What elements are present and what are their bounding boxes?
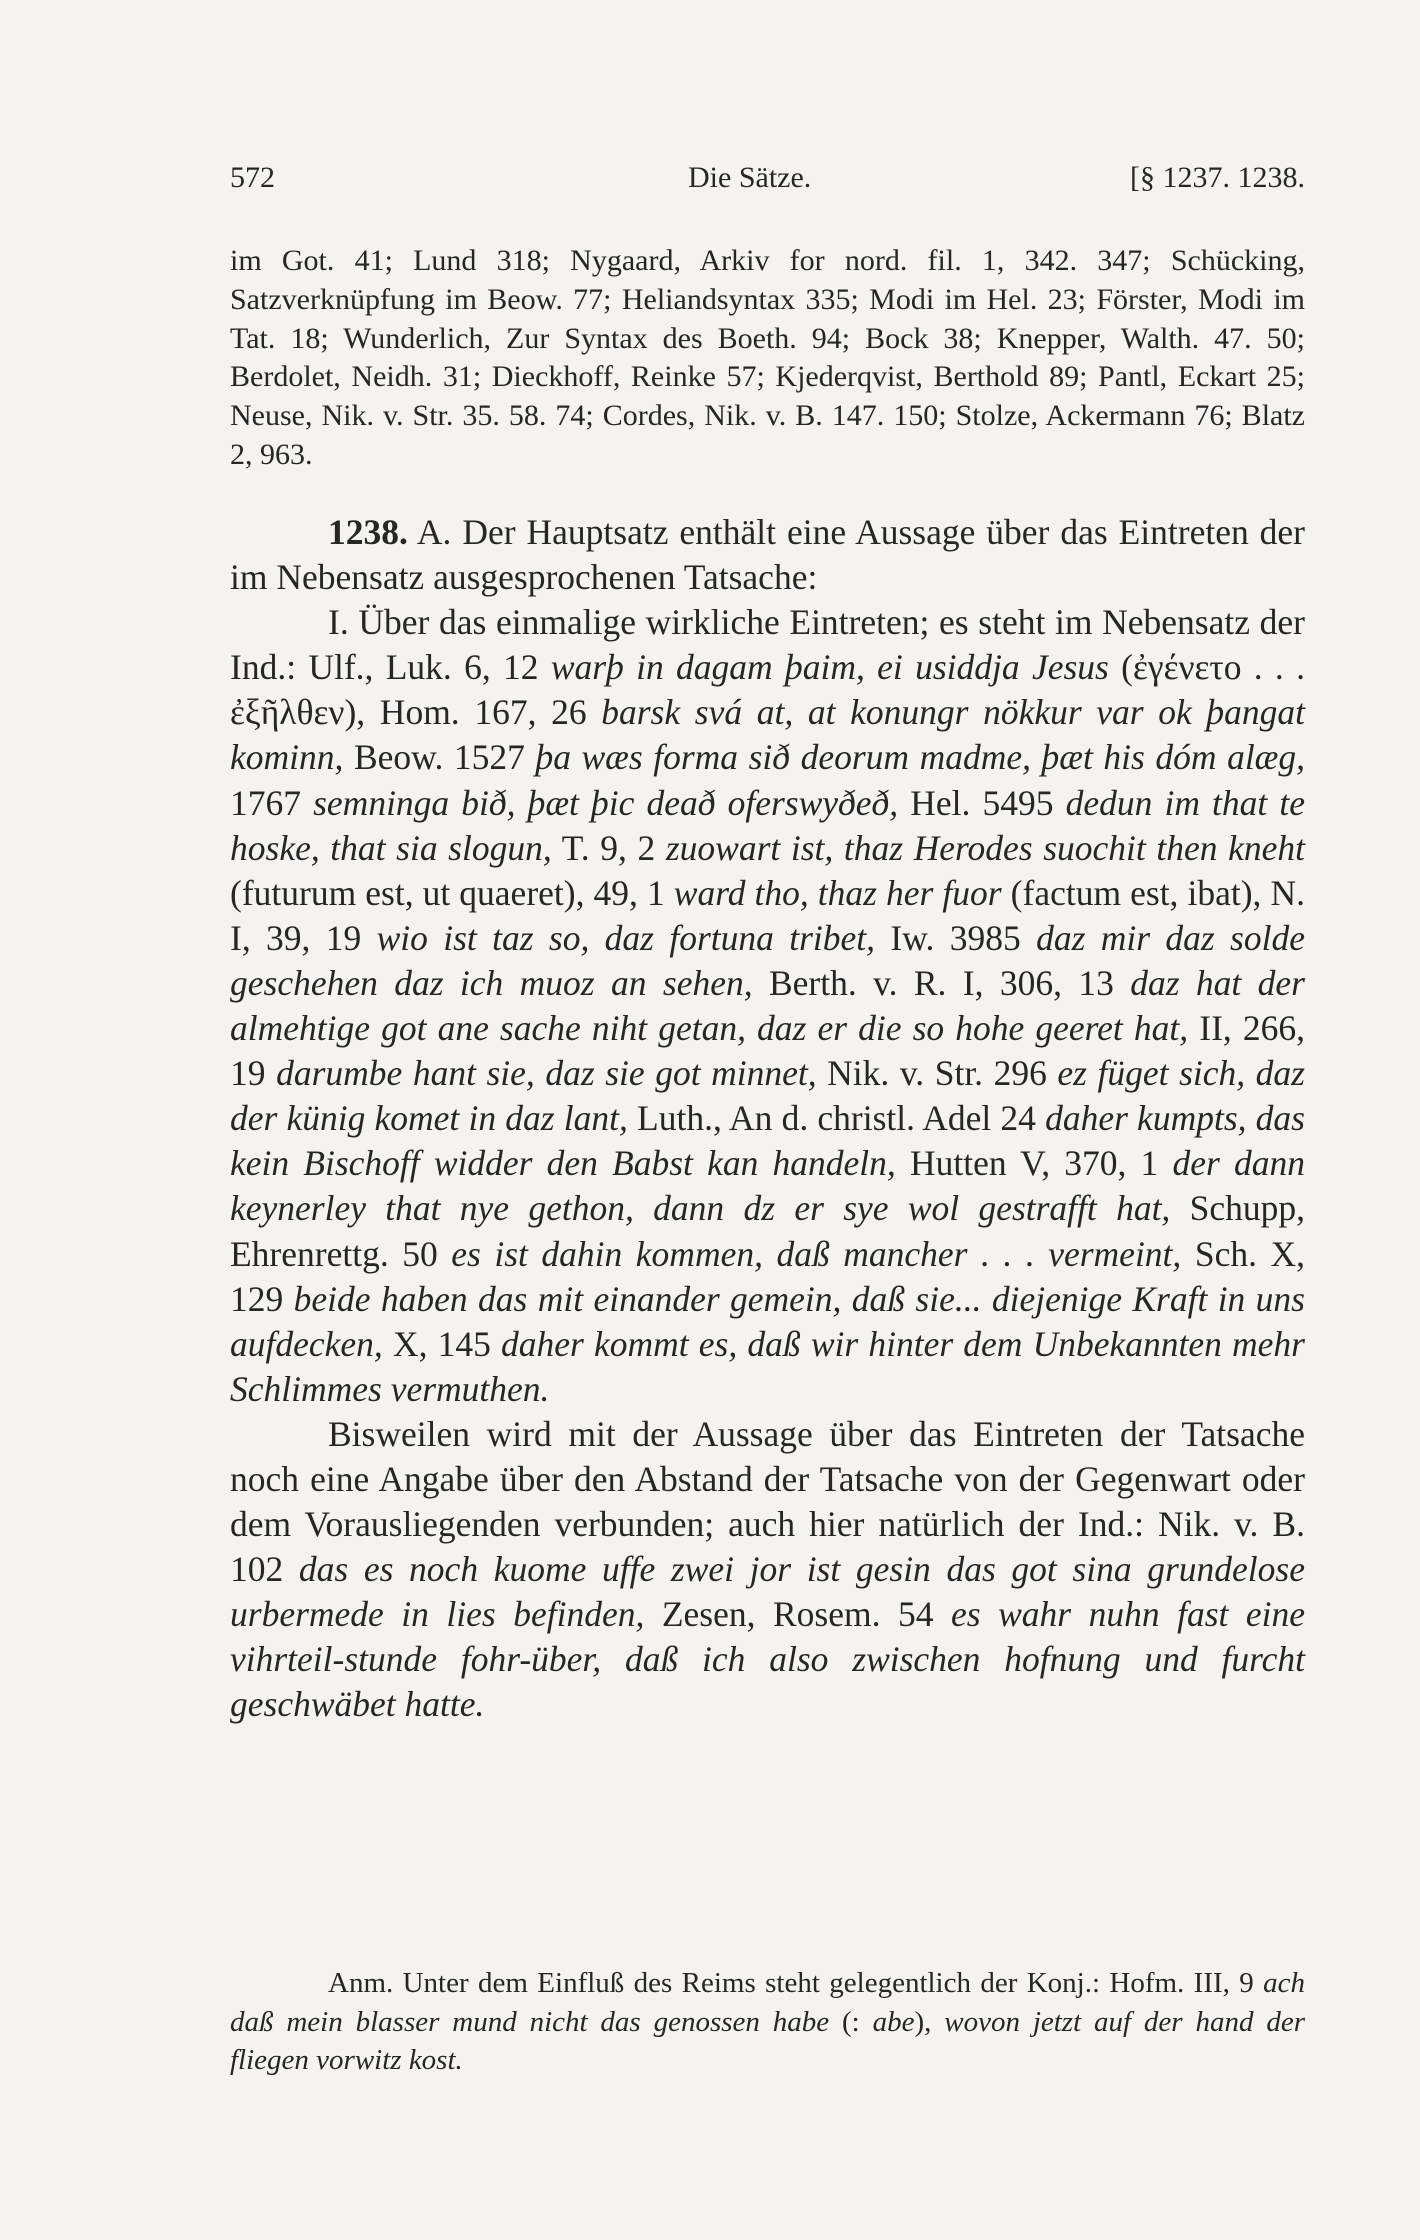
running-header [230, 158, 1305, 198]
section-reference: [§ 1237. 1238. [1130, 161, 1305, 194]
quoted-text: der dann keynerley that nye gethon, dann dz er sye wol gestrafft hat, [230, 1143, 1305, 1229]
section-intro-text: A. Der Hauptsatz enthält eine Aussage über das Eintreten der im Nebensatz ausgesprochenen Tatsache: [230, 512, 1305, 598]
section-1238 [230, 510, 1305, 1728]
citation-text: Berth. v. R. I, 306, 13 [752, 962, 1131, 1003]
quoted-text: barsk svá at, at konungr nökkur var ok þangat kominn, [230, 692, 1306, 778]
citation-text: Hutten V, 370, 1 [895, 1143, 1173, 1184]
citation-text: Sch. X, 129 [230, 1233, 1305, 1319]
quoted-text: daher kumpts, das kein Bischoff widder den Babst kan handeln, [230, 1098, 1305, 1184]
citation-text: (factum est, ibat), N. I, 39, 19 [230, 872, 1305, 958]
citation-text: (futurum est, ut quaeret), 49, 1 [230, 872, 674, 913]
citation-text: Hel. 5495 [898, 782, 1066, 823]
quoted-text: es ist dahin kommen, daß mancher . . . vermeint, [451, 1233, 1182, 1274]
quoted-text: wovon jetzt auf der hand der fliegen vorwitz kost. [230, 2005, 1305, 2076]
citation-text: Zesen, Rosem. 54 [644, 1594, 951, 1635]
citation-text: (ἐγένετο . . . ἐξῆλθεν), Hom. 167, 26 [230, 647, 1305, 733]
annotation-text [230, 1964, 1305, 2080]
citation-text: T. 9, 2 [551, 827, 666, 868]
citation-text: Schupp, Ehrenrettg. 50 [230, 1188, 1305, 1274]
page-number: 572 [230, 161, 275, 194]
quoted-text: es wahr nuhn fast eine vihrteil-stunde fohr-über, daß ich also zwischen hofnung und furcht geschwäbet hatte. [230, 1594, 1306, 1725]
citation-text: Iw. 3985 [875, 917, 1037, 958]
quoted-text: das es noch kuome uffe zwei jor ist gesin das got sina grundelose urbermede in lies befinden, [230, 1549, 1305, 1635]
section-intro [230, 510, 1305, 600]
quoted-text: semninga bið, þæt þic deað oferswyðeð, [313, 782, 899, 823]
citation-text: Anm. Unter dem Einfluß des Reims steht gelegentlich der Konj.: Hofm. III, 9 [328, 1967, 1264, 1999]
quoted-text: wio ist taz so, daz fortuna tribet, [376, 917, 876, 958]
literature-references: im Got. 41; Lund 318; Nygaard, Arkiv for nord. fil. 1, 342. 347; Schücking, Satzverknüpfung im Beow. 77; Heliandsyntax 335; Modi im Hel. 23; Förster, Modi im Tat. 18; Wunderlich, Zur Syntax des Boeth. 94; Bock 38; Knepper, Walth. 47. 50; Berdolet, Neidh. 31; Dieckhoff, Reinke 57; Kjederqvist, Berthold 89; Pantl, Eckart 25; Neuse, Nik. v. Str. 35. 58. 74; Cordes, Nik. v. B. 147. 150; Stolze, Ackermann 76; Blatz 2, 963. [230, 244, 1305, 471]
quoted-text: ward tho, thaz her fuor [673, 872, 1002, 913]
citation-text: Luth., An d. christl. Adel 24 [627, 1098, 1046, 1139]
quoted-text: ez füget sich, daz der künig komet in daz lant, [230, 1053, 1305, 1139]
quoted-text: beide haben das mit einander gemein, daß sie... diejenige Kraft in uns aufdecken, [230, 1278, 1306, 1364]
quoted-text: zuowart ist, thaz Herodes suochit then kneht [665, 827, 1305, 868]
citation-text: Bisweilen wird mit der Aussage über das Eintreten der Tatsache noch eine Angabe über den Abstand der Tatsache von der Gegenwart oder dem Vorausliegenden verbunden; auch hier natürlich der Ind.: Nik. v. B. 102 [230, 1413, 1305, 1590]
citation-text: ), [914, 2005, 945, 2038]
quoted-text: dedun im that te hoske, that sia slogun, [230, 782, 1305, 868]
section-number: 1238. [328, 512, 408, 552]
quoted-text: daz hat der almehtige got ane sache niht getan, daz er die so hohe geeret hat, [230, 962, 1305, 1049]
citation-text: II, 266, 19 [230, 1008, 1305, 1094]
running-title: Die Sätze. [688, 161, 812, 194]
quoted-text: darumbe hant sie, daz sie got minnet, [276, 1053, 817, 1094]
paragraph-1 [230, 600, 1305, 1412]
quoted-text: daher kommt es, daß wir hinter dem Unbekannten mehr Schlimmes vermuthen. [230, 1323, 1305, 1409]
citation-text: Nik. v. Str. 296 [816, 1053, 1058, 1094]
quoted-text: ach daß mein blasser mund nicht das genossen habe [230, 1967, 1305, 2038]
citation-text: X, 145 [382, 1323, 502, 1364]
quoted-text: daz mir daz solde geschehen daz ich muoz an sehen, [230, 917, 1305, 1003]
citation-text: 1767 [230, 782, 314, 823]
citation-text: Beow. 1527 [343, 737, 536, 778]
paragraph-2 [230, 1412, 1305, 1728]
citation-text: (: [829, 2005, 873, 2038]
quoted-text: abe [872, 2005, 915, 2038]
annotation [230, 1964, 1305, 2080]
citation-text: I. Über das einmalige wirkliche Eintreten; es steht im Nebensatz der Ind.: Ulf., Luk. 6, 12 [230, 602, 1305, 688]
quoted-text: þa wæs forma sið deorum madme, þæt his dóm alæg, [535, 737, 1305, 778]
quoted-text: warþ in dagam þaim, ei usiddja Jesus [550, 647, 1109, 688]
